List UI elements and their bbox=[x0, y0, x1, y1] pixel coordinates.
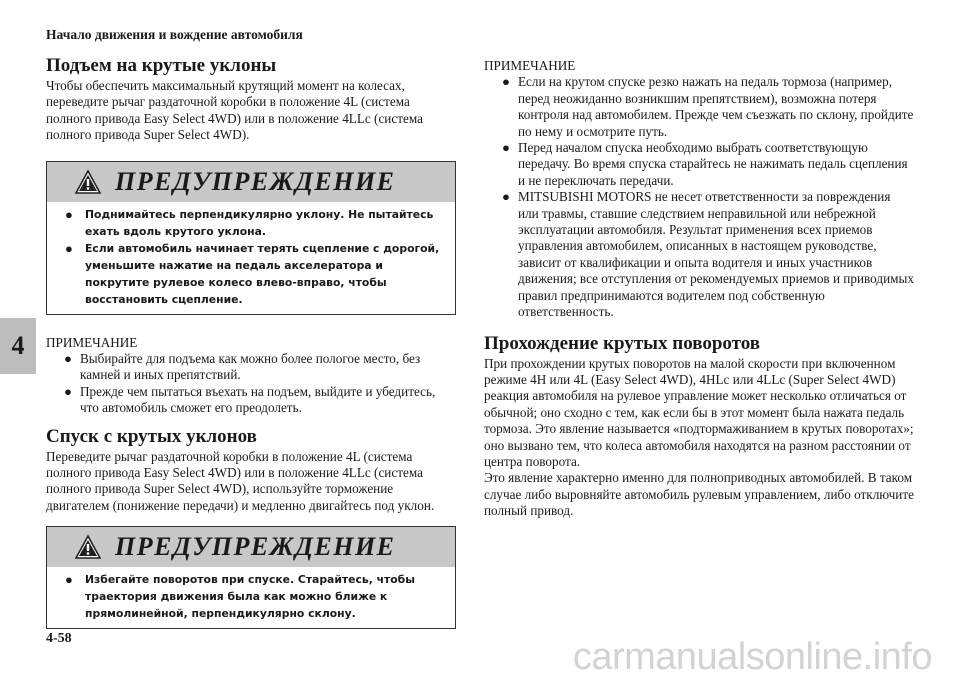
warning-title: ПРЕДУПРЕЖДЕНИЕ bbox=[115, 166, 396, 196]
chapter-tab: 4 bbox=[0, 318, 36, 374]
section-text-sharp-turns-2: Это явление характерно именно для полноприводных автомобилей. В таком случае либо выровняйте автомобиль рулевым управлением, либо отключите полный привод. bbox=[484, 470, 914, 519]
note-item: ● Если на крутом спуске резко нажать на педаль тормоза (например, перед неожиданно возникшим препятствием), возможна потеря контроля над автомобилем. Прежде чем съезжать по склону, пройдите по нему и осмотрите путь. bbox=[502, 74, 914, 139]
warning-triangle-icon bbox=[75, 169, 101, 195]
page-number: 4-58 bbox=[46, 631, 72, 646]
note-item: ● MITSUBISHI MOTORS не несет ответственности за повреждения или травмы, ставшие следствием неправильной или небрежной эксплуатации автомобиля. Результат применения всех приемов управления автомобилем, описанных в настоящем руководстве, зависит от квалификации и опыта водителя и иных участников движения; все отступления от рекомендуемых приемов и приводимых правил предпринимаются водителем под собственную ответственность. bbox=[502, 189, 914, 320]
running-header: Начало движения и вождение автомобиля bbox=[46, 27, 303, 42]
warning-header bbox=[47, 527, 455, 567]
warning-box bbox=[46, 161, 456, 315]
warning-item: ● Избегайте поворотов при спуске. Старайтесь, чтобы траектория движения была как можно ближе к прямолинейной, перпендикулярно склону. bbox=[65, 572, 415, 621]
watermark: carmanualsonline.info bbox=[572, 636, 932, 678]
warning-item: ● Поднимайтесь перпендикулярно уклону. Не пытайтесь ехать вдоль крутого уклона. bbox=[65, 206, 434, 238]
note-item: ● Прежде чем пытаться въехать на подъем, выйдите и убедитесь, что автомобиль сможет его преодолеть. bbox=[64, 383, 436, 416]
warning-list bbox=[47, 202, 455, 314]
warning-triangle-icon bbox=[75, 534, 101, 560]
note-item: ● Перед началом спуска необходимо выбрать соответствующую передачу. Во время спуска старайтесь не нажимать педаль сцепления и не переключать передачи. bbox=[502, 140, 908, 188]
section-text-sharp-turns: При прохождении крутых поворотов на малой скорости при включенном режиме 4H или 4L (Easy Select 4WD), 4HLc или 4LLc (Super Select 4WD) реакция автомобиля на рулевое управление может несколько отличаться от обычной; оно сходно с тем, как если бы в этот момент была нажата педаль тормоза. Это явление называется «подтормаживанием в крутых поворотах»; оно вызвано тем, что колеса автомобиля находятся на разном расстоянии от центра поворота. bbox=[484, 355, 914, 469]
section-text-climbing: Чтобы обеспечить максимальный крутящий момент на колесах, переведите рычаг раздаточной коробки в положение 4L (система полного привода Easy Select 4WD) или в положение 4LLc (система полного привода Super Select 4WD). bbox=[46, 78, 423, 143]
warning-header bbox=[47, 162, 455, 202]
note-item: ● Выбирайте для подъема как можно более пологое место, без камней и иных препятствий. bbox=[64, 351, 421, 383]
left-column bbox=[46, 55, 456, 629]
warning-list bbox=[47, 567, 455, 628]
right-column bbox=[484, 58, 914, 520]
section-title-descending: Спуск с крутых уклонов bbox=[46, 425, 257, 447]
note-title: ПРИМЕЧАНИЕ bbox=[46, 334, 138, 350]
warning-box bbox=[46, 526, 456, 629]
section-title-sharp-turns: Прохождение крутых поворотов bbox=[484, 332, 761, 354]
section-text-descending: Переведите рычаг раздаточной коробки в положение 4L (система полного привода Easy Select 4WD) или в положение 4LLc (система полного привода Super Select 4WD), используйте торможение двигателем (понижение передачи) и медленно двигайтесь под уклон. bbox=[46, 448, 435, 513]
note-list bbox=[46, 351, 456, 417]
warning-title: ПРЕДУПРЕЖДЕНИЕ bbox=[115, 532, 396, 562]
note-title: ПРИМЕЧАНИЕ bbox=[484, 58, 576, 73]
note-list bbox=[484, 74, 914, 320]
note-block bbox=[46, 335, 456, 417]
section-title-climbing: Подъем на крутые уклоны bbox=[46, 55, 277, 76]
warning-item: ● Если автомобиль начинает терять сцепление с дорогой, уменьшите нажатие на педаль акселератора и покрутите рулевое колесо влево-вправо, чтобы восстановить сцепление. bbox=[65, 240, 440, 306]
